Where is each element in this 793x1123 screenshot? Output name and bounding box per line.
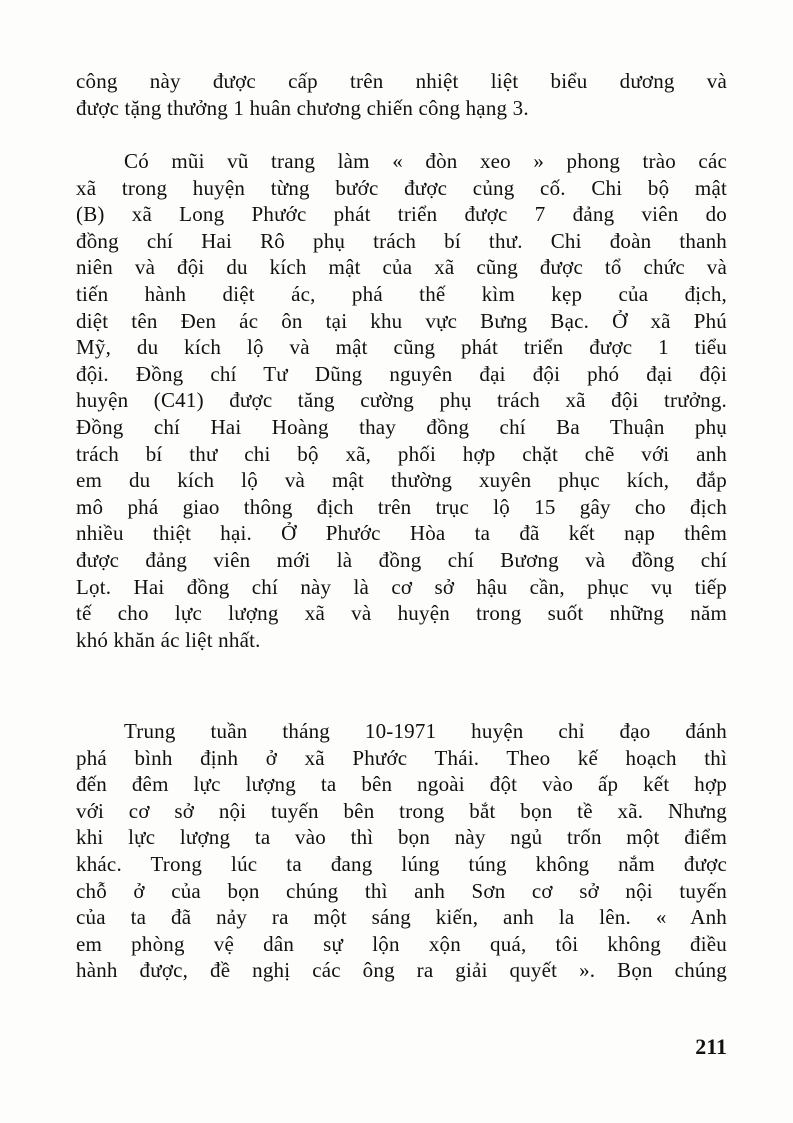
text-line: niên và đội du kích mật của xã cũng được tổ chức và xyxy=(76,255,727,280)
text-line: nhiều thiệt hại. Ở Phước Hòa ta đã kết nạp thêm xyxy=(76,521,727,546)
paragraph-1 xyxy=(76,68,727,121)
text-line: của ta đã nảy ra một sáng kiến, anh la lên. « Anh xyxy=(76,905,727,930)
text-line: em phòng vệ dân sự lộn xộn quá, tôi không điều xyxy=(76,931,727,956)
text-line: xã trong huyện từng bước được củng cố. Chi bộ mật xyxy=(76,175,727,200)
text-line: công này được cấp trên nhiệt liệt biểu dương và xyxy=(76,69,727,93)
text-line: Có mũi vũ trang làm « đòn xeo » phong trào các xyxy=(124,149,727,173)
text-line: với cơ sở nội tuyến bên trong bắt bọn tề xã. Nhưng xyxy=(76,798,727,823)
text-line: khác. Trong lúc ta đang lúng túng không nắm được xyxy=(76,851,727,876)
text-line: (B) xã Long Phước phát triển được 7 đảng viên do xyxy=(76,202,727,227)
paragraph-3 xyxy=(76,718,727,984)
page-number: 211 xyxy=(695,1034,727,1059)
text-line: tế cho lực lượng xã và huyện trong suốt những năm xyxy=(76,601,727,626)
text-line: khi lực lượng ta vào thì bọn này ngủ trốn một điểm xyxy=(76,825,727,850)
text-line: đồng chí Hai Rô phụ trách bí thư. Chi đoàn thanh xyxy=(76,228,727,253)
text-line: mô phá giao thông địch trên trục lộ 15 gây cho địch xyxy=(76,494,727,519)
text-line: Lọt. Hai đồng chí này là cơ sở hậu cần, phục vụ tiếp xyxy=(76,574,727,599)
text-line: Đồng chí Hai Hoàng thay đồng chí Ba Thuận phụ xyxy=(76,414,727,439)
text-line: đội. Đồng chí Tư Dũng nguyên đại đội phó đại đội xyxy=(76,361,727,386)
text-line: khó khăn ác liệt nhất. xyxy=(76,627,261,652)
text-line: hành được, đề nghị các ông ra giải quyết ». Bọn chúng xyxy=(76,958,727,983)
text-line: đến đêm lực lượng ta bên ngoài đột vào ấp kết hợp xyxy=(76,772,727,797)
text-line: được đảng viên mới là đồng chí Bương và đồng chí xyxy=(76,547,727,572)
text-line: diệt tên Đen ác ôn tại khu vực Bưng Bạc. Ở xã Phú xyxy=(76,308,727,333)
text-line: huyện (C41) được tăng cường phụ trách xã đội trưởng. xyxy=(76,388,727,413)
text-line: tiến hành diệt ác, phá thế kìm kẹp của địch, xyxy=(76,281,727,306)
paragraph-2 xyxy=(76,148,727,653)
text-line: em du kích lộ và mật thường xuyên phục kích, đắp xyxy=(76,468,727,493)
text-line: trách bí thư chi bộ xã, phối hợp chặt chẽ với anh xyxy=(76,441,727,466)
text-line: Mỹ, du kích lộ và mật cũng phát triển được 1 tiểu xyxy=(76,335,727,360)
text-line: chỗ ở của bọn chúng thì anh Sơn cơ sở nội tuyến xyxy=(76,878,727,903)
text-line: Trung tuần tháng 10-1971 huyện chỉ đạo đánh xyxy=(124,719,727,743)
text-line: được tặng thưởng 1 huân chương chiến công hạng 3. xyxy=(76,95,529,120)
text-line: phá bình định ở xã Phước Thái. Theo kế hoạch thì xyxy=(76,745,727,770)
